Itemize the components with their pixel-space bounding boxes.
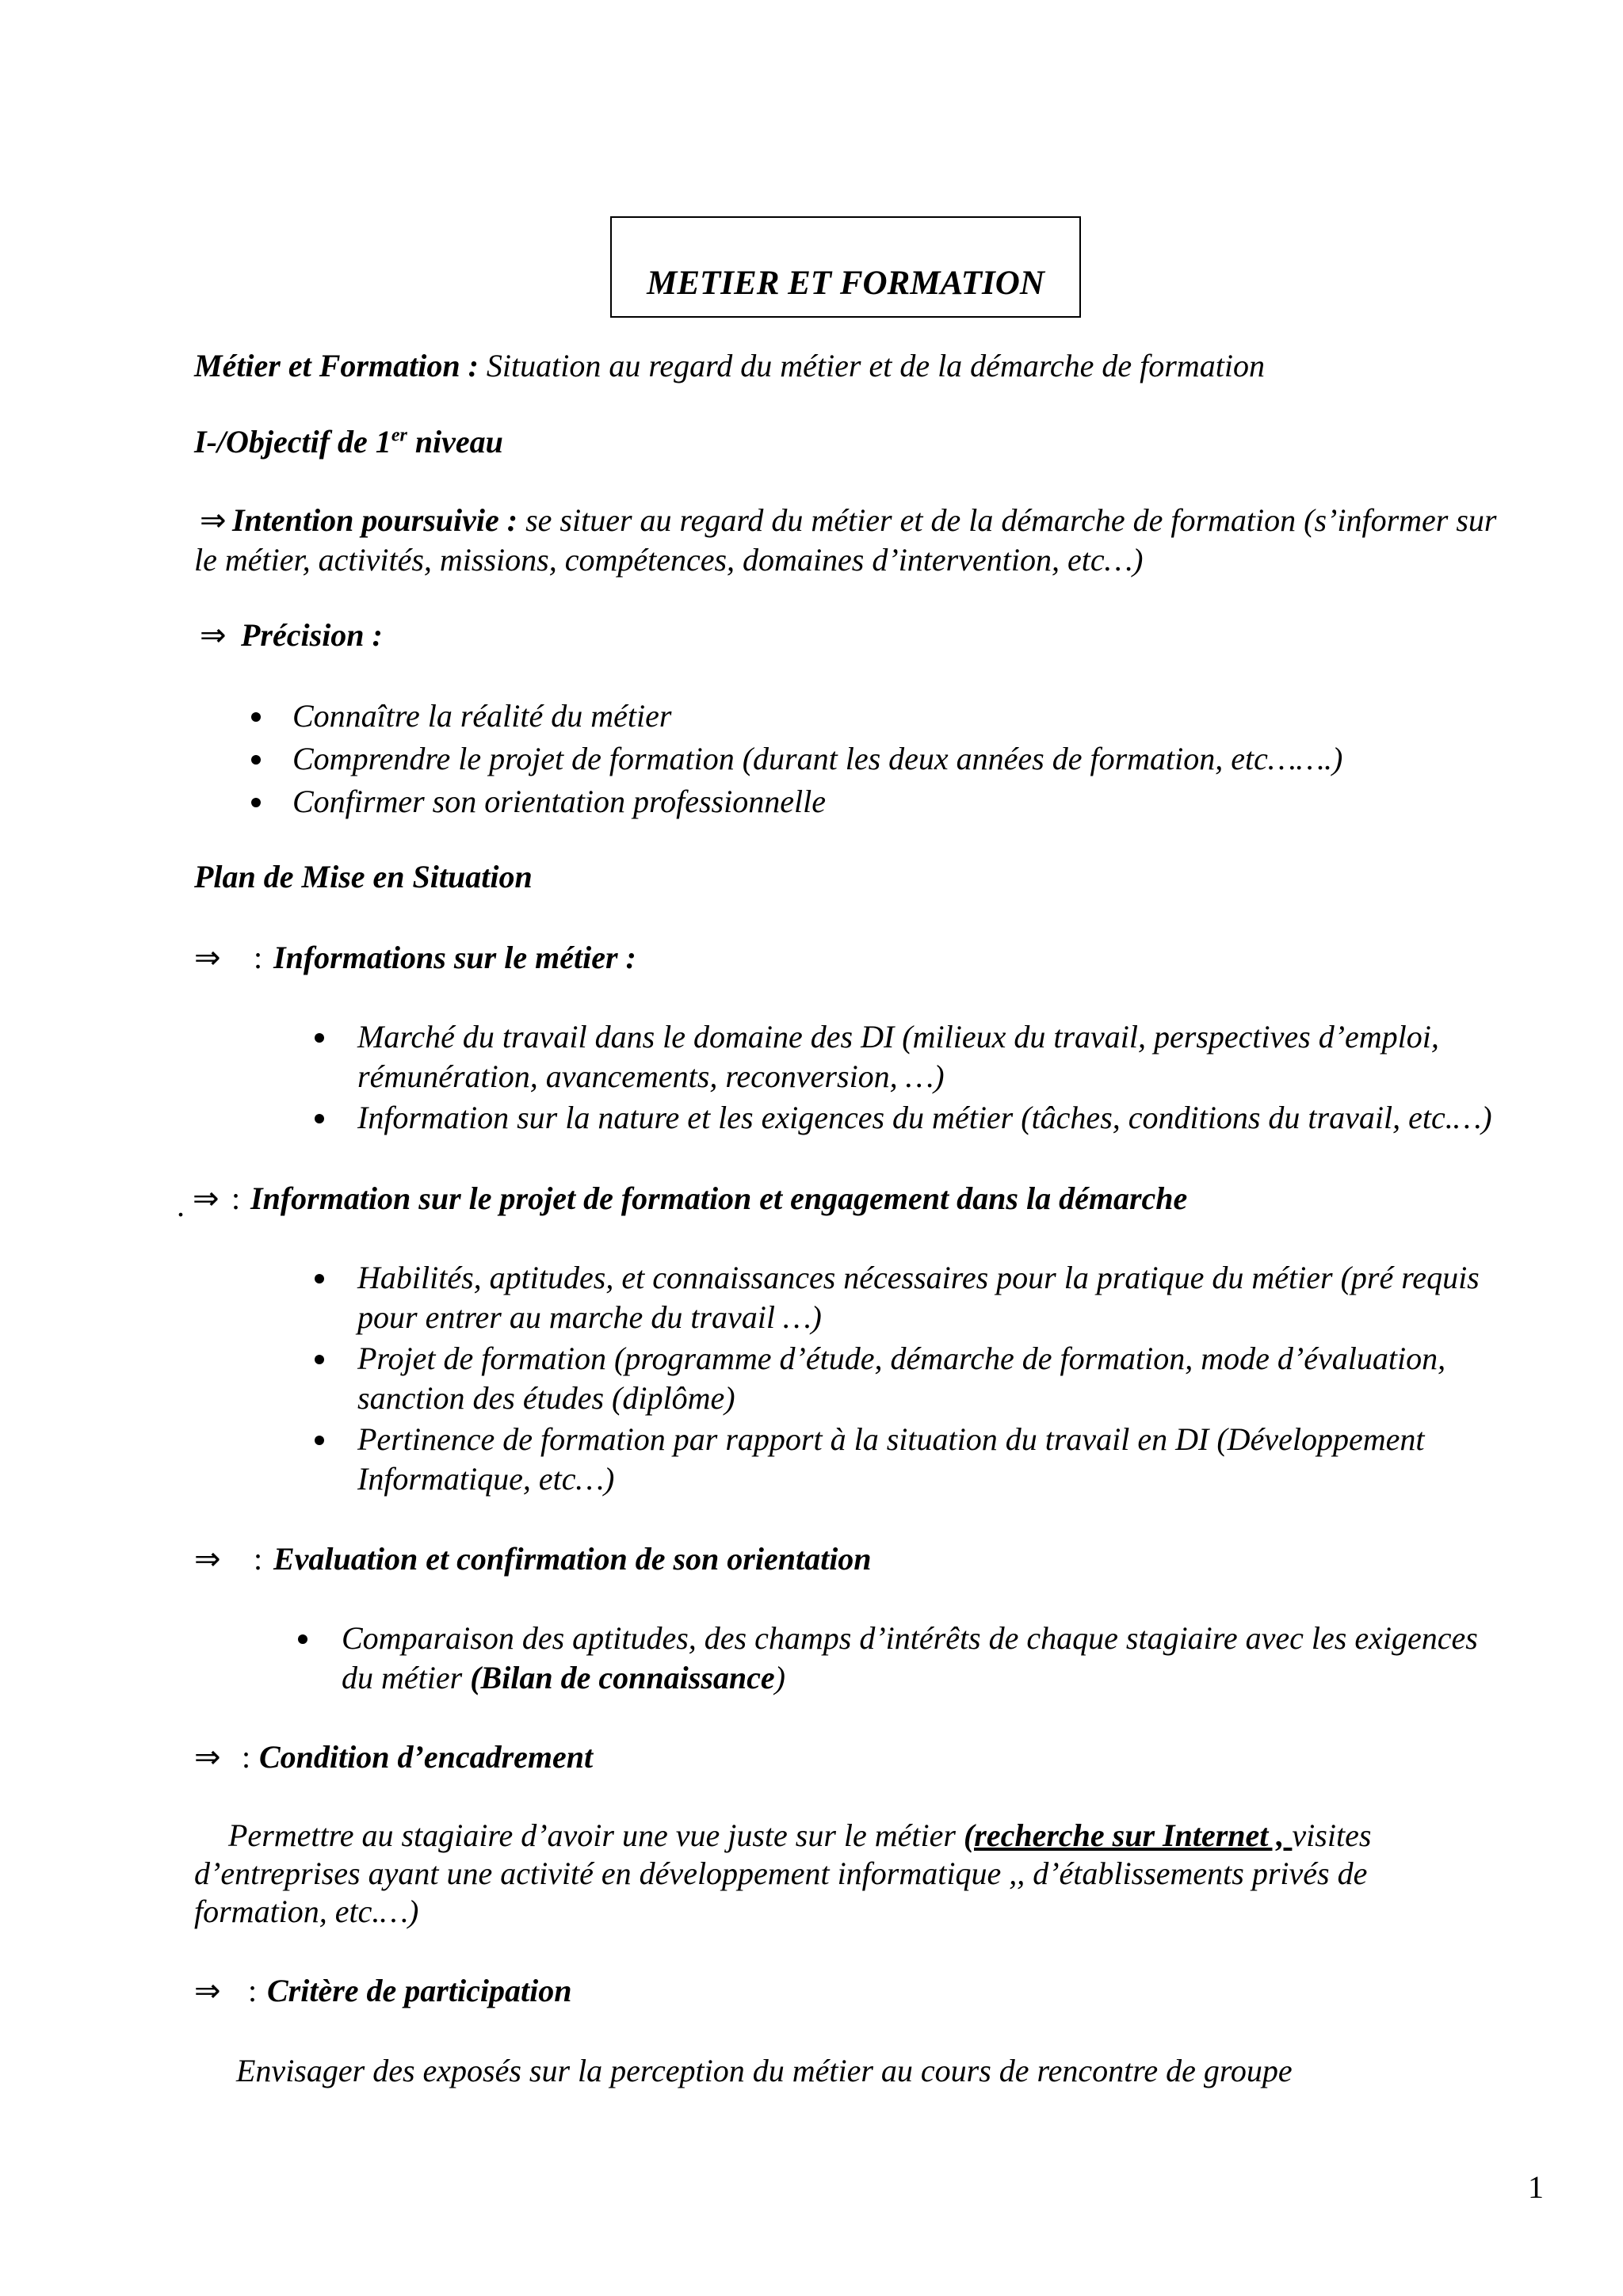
encadrement-line-2: d’entreprises ayant une activité en développement informatique ,, d’établissements privés de bbox=[194, 1855, 1368, 1891]
participation-heading: Critère de participation bbox=[267, 1973, 572, 2008]
encadrement-text-c: visites bbox=[1292, 1817, 1372, 1853]
objective-prefix: I-/Objectif de 1 bbox=[194, 424, 391, 460]
precision-item: Comprendre le projet de formation (durant les deux années de formation, etc…….) bbox=[292, 741, 1343, 776]
bullet-icon bbox=[315, 1114, 324, 1123]
precision-label: Précision : bbox=[241, 617, 383, 653]
colon-mark: : bbox=[231, 1180, 241, 1216]
informations-item-1-line-1: Marché du travail dans le domaine des DI (milieux du travail, perspectives d’emploi, bbox=[357, 1019, 1439, 1055]
arrow-icon: ⇒ bbox=[194, 1541, 221, 1577]
objective-suffix: niveau bbox=[407, 424, 503, 460]
stray-dot: . bbox=[177, 1188, 185, 1223]
arrow-icon: ⇒ bbox=[194, 940, 221, 976]
bullet-icon bbox=[315, 1355, 324, 1364]
projet-item-3-line-2: Informatique, etc…) bbox=[357, 1461, 615, 1497]
colon-mark: : bbox=[242, 1739, 251, 1775]
intro-text: Situation au regard du métier et de la démarche de formation bbox=[478, 348, 1265, 383]
precision-item: Connaître la réalité du métier bbox=[292, 698, 672, 734]
projet-item-3-line-1: Pertinence de formation par rapport à la situation du travail en DI (Développement bbox=[357, 1421, 1425, 1457]
projet-item-2-line-2: sanction des études (diplôme) bbox=[357, 1380, 735, 1416]
bullet-icon bbox=[315, 1436, 324, 1445]
bullet-icon bbox=[315, 1274, 324, 1283]
encadrement-line-1 bbox=[228, 1817, 1371, 1855]
arrow-icon: ⇒ bbox=[200, 617, 227, 654]
intention-line-1 bbox=[232, 502, 1496, 540]
title-box bbox=[610, 216, 1081, 318]
projet-item-2-line-1: Projet de formation (programme d’étude, démarche de formation, mode d’évaluation, bbox=[357, 1341, 1446, 1376]
bullet-icon bbox=[251, 712, 261, 722]
projet-heading: Information sur le projet de formation et engagement dans la démarche bbox=[250, 1180, 1188, 1216]
intention-text-1: se situer au regard du métier et de la démarche de formation (s’informer sur bbox=[517, 502, 1497, 538]
colon-mark: : bbox=[248, 1973, 258, 2008]
participation-text: Envisager des exposés sur la perception du métier au cours de rencontre de groupe bbox=[236, 2053, 1293, 2088]
informations-item-2: Information sur la nature et les exigences du métier (tâches, conditions du travail, etc.…) bbox=[357, 1100, 1492, 1135]
evaluation-heading: Evaluation et confirmation de son orientation bbox=[273, 1541, 872, 1577]
colon-mark: : bbox=[254, 940, 263, 975]
bullet-icon bbox=[251, 798, 261, 807]
encadrement-line-3: formation, etc.…) bbox=[194, 1894, 419, 1929]
objective-sup: er bbox=[391, 425, 407, 446]
plan-title: Plan de Mise en Situation bbox=[194, 859, 533, 894]
page-number: 1 bbox=[1528, 2169, 1544, 2205]
evaluation-item-1-line-2 bbox=[342, 1659, 785, 1697]
precision-item: Confirmer son orientation professionnelle bbox=[292, 784, 826, 819]
intro-line bbox=[194, 347, 1265, 385]
evaluation-item-1-line-1: Comparaison des aptitudes, des champs d’intérêts de chaque stagiaire avec les exigences bbox=[342, 1620, 1478, 1656]
intro-label: Métier et Formation : bbox=[194, 348, 479, 383]
evaluation-text-bold: (Bilan de connaissance bbox=[470, 1660, 775, 1695]
encadrement-heading: Condition d’encadrement bbox=[259, 1739, 594, 1775]
evaluation-text-c: ) bbox=[774, 1660, 785, 1695]
objective-heading bbox=[194, 423, 503, 461]
informations-heading: Informations sur le métier : bbox=[273, 940, 636, 975]
arrow-icon: ⇒ bbox=[193, 1180, 220, 1217]
arrow-icon: ⇒ bbox=[200, 502, 227, 539]
projet-item-1-line-1: Habilités, aptitudes, et connaissances nécessaires pour la pratique du métier (pré requis bbox=[357, 1260, 1480, 1295]
intention-line-2: le métier, activités, missions, compétences, domaines d’intervention, etc…) bbox=[194, 542, 1144, 578]
colon-mark: : bbox=[254, 1541, 263, 1577]
encadrement-text-underlined: (recherche sur Internet , bbox=[963, 1817, 1293, 1853]
evaluation-text-a: du métier bbox=[342, 1660, 471, 1695]
arrow-icon: ⇒ bbox=[194, 1739, 221, 1775]
projet-item-1-line-2: pour entrer au marche du travail …) bbox=[357, 1299, 822, 1335]
intention-label: Intention poursuivie : bbox=[232, 502, 518, 538]
arrow-icon: ⇒ bbox=[194, 1973, 221, 2009]
informations-item-1-line-2: rémunération, avancements, reconversion, …) bbox=[357, 1058, 945, 1094]
bullet-icon bbox=[298, 1634, 307, 1644]
page-title: METIER ET FORMATION bbox=[647, 265, 1044, 302]
encadrement-text-a: Permettre au stagiaire d’avoir une vue juste sur le métier bbox=[228, 1817, 964, 1853]
bullet-icon bbox=[315, 1033, 324, 1043]
bullet-icon bbox=[251, 755, 261, 765]
